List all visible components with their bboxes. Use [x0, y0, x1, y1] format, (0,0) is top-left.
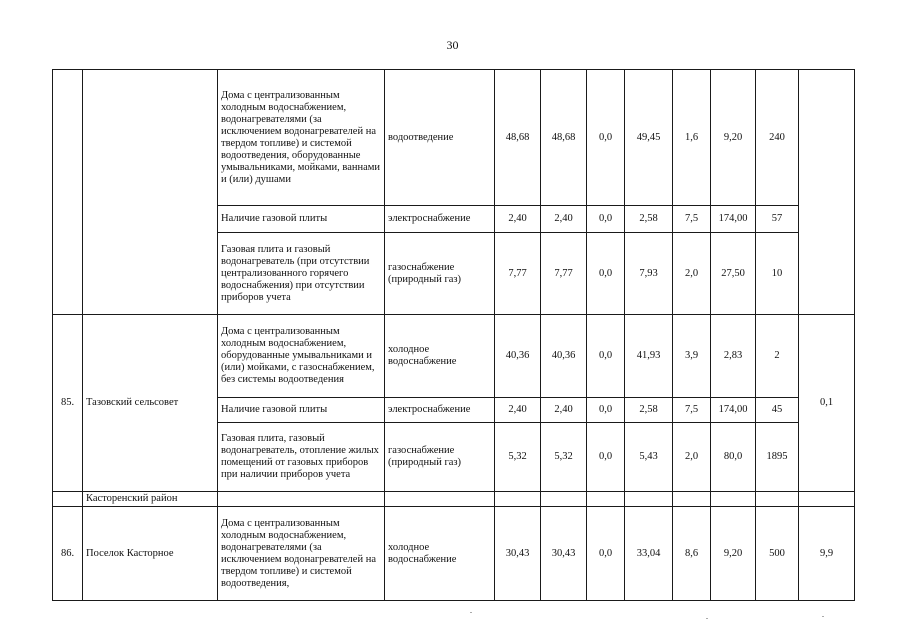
value-cell: 45	[756, 398, 799, 423]
table-row	[53, 507, 855, 601]
value-cell: 2,0	[673, 423, 711, 492]
value-cell: 2,58	[625, 206, 673, 233]
utility-service-cell: газоснабжение (природный газ)	[385, 423, 495, 492]
value-cell: 2,40	[495, 398, 541, 423]
value-cell: 2,0	[673, 233, 711, 315]
settlement-cell: Поселок Касторное	[83, 507, 218, 601]
table-row	[53, 315, 855, 398]
table-row	[53, 492, 855, 507]
value-cell: 30,43	[541, 507, 587, 601]
value-cell: 7,93	[625, 233, 673, 315]
utility-service-cell: электроснабжение	[385, 398, 495, 423]
housing-category-cell: Наличие газовой плиты	[218, 206, 385, 233]
value-cell: 57	[756, 206, 799, 233]
value-cell: 1895	[756, 423, 799, 492]
value-cell: 80,0	[711, 423, 756, 492]
value-cell: 2	[756, 315, 799, 398]
district-name-cell: Касторенский район	[83, 492, 218, 507]
utility-service-cell: холодное водоснабжение	[385, 507, 495, 601]
value-cell: 41,93	[625, 315, 673, 398]
value-cell: 27,50	[711, 233, 756, 315]
value-cell	[756, 492, 799, 507]
housing-category-cell: Наличие газовой плиты	[218, 398, 385, 423]
value-cell: 49,45	[625, 70, 673, 206]
value-cell	[541, 492, 587, 507]
value-cell: 0,0	[587, 70, 625, 206]
utility-service-cell: холодное водоснабжение	[385, 315, 495, 398]
value-cell	[495, 492, 541, 507]
value-cell: 5,32	[495, 423, 541, 492]
table-row	[53, 70, 855, 206]
coefficient-cell	[799, 70, 855, 315]
value-cell: 0,0	[587, 398, 625, 423]
coefficient-cell: 0,1	[799, 315, 855, 492]
value-cell: 174,00	[711, 398, 756, 423]
scan-speck	[470, 612, 472, 613]
row-number-cell: 85.	[53, 315, 83, 492]
row-number-cell	[53, 70, 83, 315]
value-cell: 2,40	[541, 206, 587, 233]
value-cell: 2,40	[541, 398, 587, 423]
value-cell: 0,0	[587, 423, 625, 492]
utility-service-cell: электроснабжение	[385, 206, 495, 233]
row-number-cell: 86.	[53, 507, 83, 601]
value-cell: 174,00	[711, 206, 756, 233]
value-cell	[625, 492, 673, 507]
value-cell: 3,9	[673, 315, 711, 398]
value-cell: 0,0	[587, 315, 625, 398]
value-cell: 40,36	[541, 315, 587, 398]
value-cell: 48,68	[495, 70, 541, 206]
value-cell: 7,77	[495, 233, 541, 315]
value-cell: 33,04	[625, 507, 673, 601]
housing-category-cell	[218, 492, 385, 507]
value-cell: 5,32	[541, 423, 587, 492]
value-cell: 8,6	[673, 507, 711, 601]
row-number-cell	[53, 492, 83, 507]
settlement-cell: Тазовский сельсовет	[83, 315, 218, 492]
settlement-cell	[83, 70, 218, 315]
value-cell: 9,20	[711, 507, 756, 601]
coefficient-cell: 9,9	[799, 507, 855, 601]
value-cell: 7,5	[673, 206, 711, 233]
value-cell: 500	[756, 507, 799, 601]
value-cell	[587, 492, 625, 507]
housing-category-cell: Газовая плита и газовый водонагреватель (при отсутствии централизованного горячего водоснабжения) при отсутствии приборов учета	[218, 233, 385, 315]
housing-category-cell: Дома с централизованным холодным водоснабжением, водонагревателями (за исключением водонагревателей на твердом топливе) и системой водоотведения,	[218, 507, 385, 601]
value-cell: 2,58	[625, 398, 673, 423]
tariff-table	[52, 69, 855, 601]
value-cell: 7,5	[673, 398, 711, 423]
value-cell: 30,43	[495, 507, 541, 601]
scan-speck	[822, 616, 824, 617]
value-cell: 0,0	[587, 206, 625, 233]
value-cell: 48,68	[541, 70, 587, 206]
housing-category-cell: Газовая плита, газовый водонагреватель, отопление жилых помещений от газовых приборов при наличии приборов учета	[218, 423, 385, 492]
housing-category-cell: Дома с централизованным холодным водоснабжением, оборудованные умывальниками и (или) мойками, с газоснабжением, без системы водоотведения	[218, 315, 385, 398]
value-cell: 240	[756, 70, 799, 206]
value-cell	[711, 492, 756, 507]
value-cell: 7,77	[541, 233, 587, 315]
value-cell: 40,36	[495, 315, 541, 398]
value-cell: 2,83	[711, 315, 756, 398]
value-cell: 2,40	[495, 206, 541, 233]
scan-speck	[706, 618, 708, 619]
page-number: 30	[446, 38, 459, 52]
coefficient-cell	[799, 492, 855, 507]
value-cell: 5,43	[625, 423, 673, 492]
utility-service-cell: газоснабжение (природный газ)	[385, 233, 495, 315]
utility-service-cell	[385, 492, 495, 507]
value-cell: 0,0	[587, 507, 625, 601]
housing-category-cell: Дома с централизованным холодным водоснабжением, водонагревателями (за исключением водонагревателей на твердом топливе) и системой водоотведения, оборудованные умывальниками, мойками, ваннами и (или) душами	[218, 70, 385, 206]
utility-service-cell: водоотведение	[385, 70, 495, 206]
value-cell: 9,20	[711, 70, 756, 206]
value-cell: 10	[756, 233, 799, 315]
value-cell: 1,6	[673, 70, 711, 206]
value-cell: 0,0	[587, 233, 625, 315]
value-cell	[673, 492, 711, 507]
